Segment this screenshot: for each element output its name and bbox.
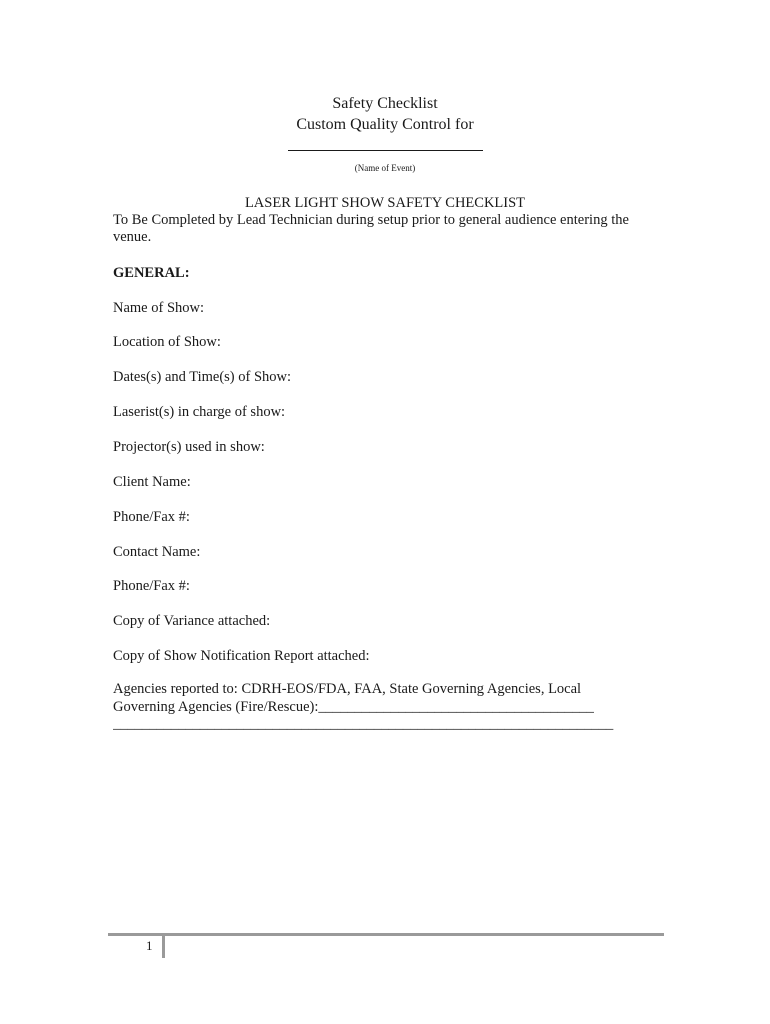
field-contact-name: Contact Name: (113, 544, 201, 560)
field-laserists: Laserist(s) in charge of show: (113, 404, 286, 420)
field-client-phone-fax: Phone/Fax #: (113, 509, 190, 525)
field-contact-phone-fax: Phone/Fax #: (113, 578, 190, 594)
agencies-line-2: Governing Agencies (Fire/Rescue):______________________________________ (113, 698, 594, 715)
agencies-line-3: _____________________________________________________________________ (113, 716, 614, 732)
field-notification-report-attached: Copy of Show Notification Report attached: (113, 648, 370, 664)
event-name-blank-line (288, 150, 483, 151)
field-dates-times: Dates(s) and Time(s) of Show: (113, 369, 292, 385)
field-location-of-show: Location of Show: (113, 334, 221, 350)
field-name-of-show: Name of Show: (113, 300, 205, 316)
footer-rule (108, 933, 664, 936)
field-variance-attached: Copy of Variance attached: (113, 613, 271, 629)
document-title: Safety Checklist (332, 95, 438, 112)
agencies-reported-field (113, 681, 658, 734)
agencies-line-1: Agencies reported to: CDRH-EOS/FDA, FAA, State Governing Agencies, Local (113, 681, 582, 697)
footer-divider (162, 936, 165, 958)
general-section-label: GENERAL: (113, 265, 190, 281)
page-number: 1 (146, 938, 153, 953)
event-name-caption: (Name of Event) (354, 163, 416, 173)
field-projectors: Projector(s) used in show: (113, 439, 265, 455)
checklist-intro: To Be Completed by Lead Technician during setup prior to general audience entering the venue. (113, 212, 629, 245)
field-client-name: Client Name: (113, 474, 191, 490)
document-subtitle: Custom Quality Control for (296, 116, 474, 133)
checklist-heading: LASER LIGHT SHOW SAFETY CHECKLIST (244, 195, 526, 211)
